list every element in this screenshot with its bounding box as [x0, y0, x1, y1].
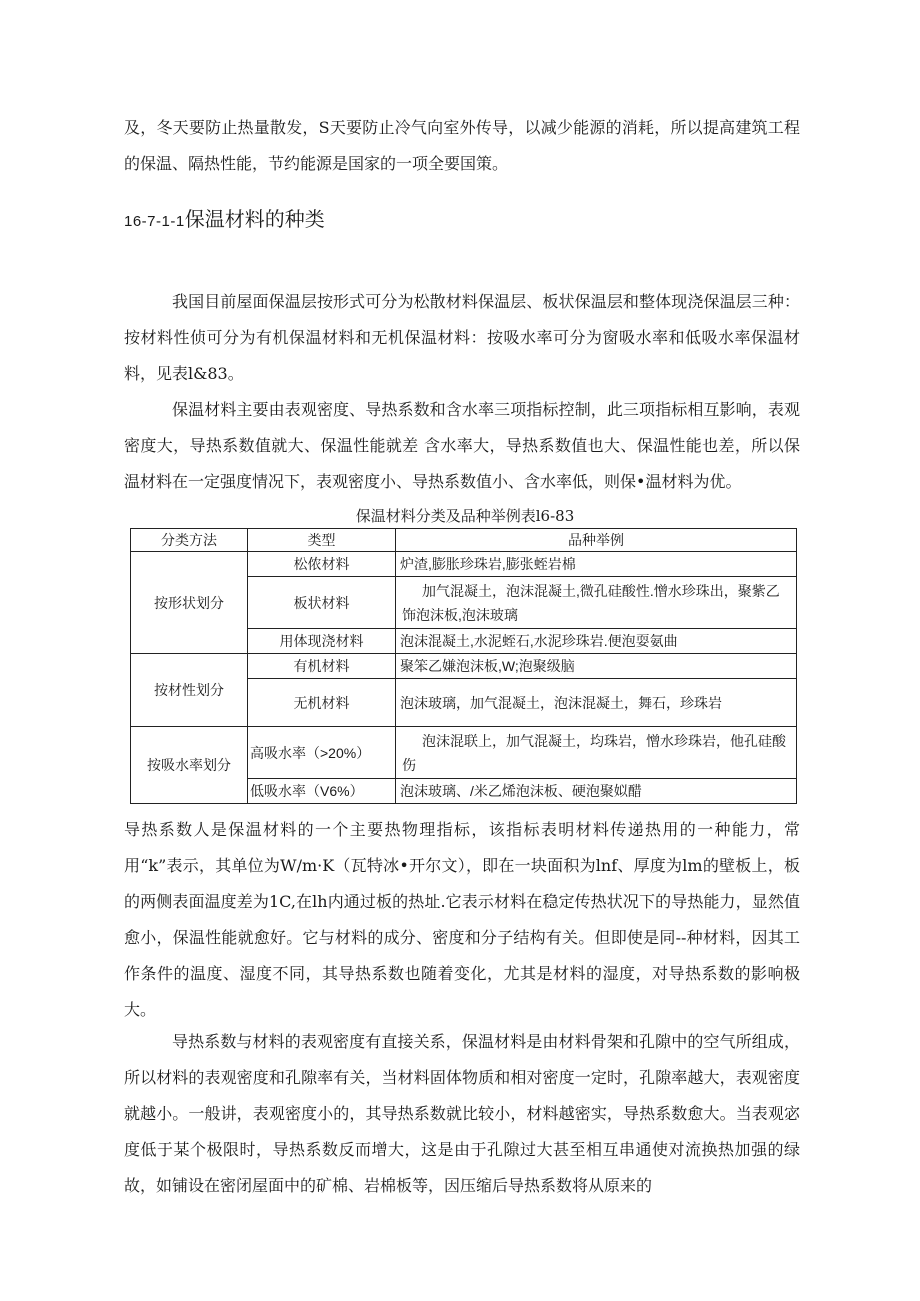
section-number: 16-7-1-1 — [124, 213, 185, 230]
method-cell: 按材性划分 — [131, 654, 248, 727]
paragraph-indicators: 保温材料主要由表观密度、导热系数和含水率三项指标控制，此三项指标相互影响，表观密度大，导热系数值就大、保温性能就差 含水率大，导热系数值也大、保温性能也差，所以保温材料在一定强度情况下，表观密度小、导热系数值小、含水率低，则保•温材料为优。 — [124, 400, 800, 491]
table-caption: 保温材料分类及品种举例表l6-83 — [355, 507, 575, 525]
examples-cell: 泡沫混联上，加气混凝土，均珠岩，憎水珍珠岩，他孔硅酸伤 — [396, 727, 797, 779]
examples-cell: 炉渣,膨胀珍珠岩,膨张蛭岩棉 — [396, 552, 797, 577]
type-cell: 板状材料 — [248, 577, 396, 629]
paragraph-thermal-conductivity: 导热系数人是保温材料的一个主要热物理指标，该指标表明材料传递热用的一种能力，常用“k”表示，其单位为W/m·K（瓦特冰•开尔文），即在一块面积为lnf、厚度为lm的壁板上，板的两侧表面温度差为1C,在lh内通过板的热址.它表示材料在稳定传热状况下的导热能力，显然值愈小，保温性能就愈好。它与材料的成分、密度和分子结构有关。但即使是同--种材料，因其工作条件的温度、湿度不同，其导热系数也随着变化，尤其是材料的湿度，对导热系数的影响极大。 — [124, 820, 800, 1019]
paragraph-classification: 我国目前屋面保温层按形式可分为松散材料保温层、板状保温层和整体现浇保温层三种：按材料性侦可分为有机保温材料和无机保温材料：按吸水率可分为窗吸水率和低吸水率保温材料，见表l&83。 — [124, 292, 800, 383]
type-cell: 用体现浇材料 — [248, 629, 396, 654]
type-cell: 高吸水率（>20%） — [248, 727, 396, 779]
examples-cell: 泡沫混凝土,水泥蛭石,水泥珍珠岩.便泡耍氨曲 — [396, 629, 797, 654]
method-cell: 按形状划分 — [131, 552, 248, 654]
materials-table — [130, 528, 797, 804]
section-heading — [124, 204, 325, 238]
header-examples: 品种举例 — [396, 529, 797, 552]
examples-cell: 泡沫玻璃，加气混凝土，泡沫混凝土，舞石，珍珠岩 — [396, 679, 797, 727]
paragraph-energy-policy: 及，冬天要防止热量散发，S天要防止冷气向室外传导，以减少能源的消耗，所以提高建筑工程的保温、隔热性能，节约能源是国家的一项全要国策。 — [124, 118, 800, 173]
examples-cell: 加气混凝土，泡沫混凝土,微孔硅酸性.憎水珍珠出，聚紫乙饰泡沫板,泡沫玻璃 — [396, 577, 797, 629]
header-method: 分类方法 — [131, 529, 248, 552]
paragraph-density-relation: 导热系数与材料的表观密度有直接关系，保温材料是由材料骨架和孔隙中的空气所组成，所以材料的表观密度和孔隙率有关，当材料固体物质和相对密度一定时，孔隙率越大，表观密度就越小。一般讲，表观密度小的，其导热系数就比较小，材料越密实，导热系数愈大。当表观宓度低于某个极限时，导热系数反而增大，这是由于孔隙过大甚至相互串通使对流换热加强的绿故，如铺设在密闭屋面中的矿棉、岩棉板等，因压缩后导热系数将从原来的 — [124, 1032, 800, 1195]
examples-cell: 聚笨乙嫌泡沫板,W;泡聚级脑 — [396, 654, 797, 679]
type-cell: 低吸水率（V6%） — [248, 779, 396, 804]
type-cell: 有机材料 — [248, 654, 396, 679]
header-type: 类型 — [248, 529, 396, 552]
examples-cell: 泡沫玻璃、/米乙烯泡沫板、硬泡聚姒醋 — [396, 779, 797, 804]
section-title: 保温材料的种类 — [184, 209, 325, 231]
table-row — [131, 654, 797, 679]
table-header-row — [131, 529, 797, 552]
table-row — [131, 552, 797, 577]
method-cell: 按吸水率划分 — [131, 727, 248, 804]
type-cell: 松侬材料 — [248, 552, 396, 577]
type-cell: 无机材料 — [248, 679, 396, 727]
table-row — [131, 727, 797, 779]
